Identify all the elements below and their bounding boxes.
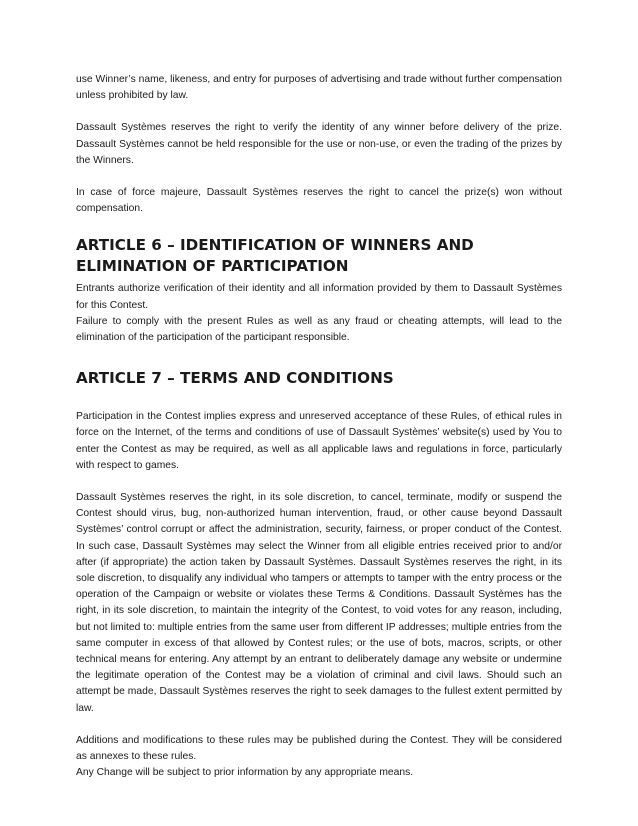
article-6-heading: ARTICLE 6 – IDENTIFICATION OF WINNERS AND ELIMINATION OF PARTICIPATION (76, 236, 474, 276)
paragraph-identity-verification: Dassault Systèmes reserves the right to verify the identity of any winner before delivery of the prize. Dassault Systèmes cannot be held responsible for the use or non-use, or even the trading of the prizes by the Winners. (76, 122, 562, 166)
article-7-paragraph-changes: Any Change will be subject to prior information by any appropriate means. (76, 767, 414, 779)
article-7-paragraph-acceptance: Participation in the Contest implies express and unreserved acceptance of these Rules, of ethical rules in force on the Internet, of the terms and conditions of use of Dassault Systèmes’ website(s) used by You to enter the Contest as may be required, as well as all applicable laws and regulations in force, particularly with respect to games. (76, 411, 562, 471)
article-7-paragraph-additions: Additions and modifications to these rules may be published during the Contest. They will be considered as annexes to these rules. (76, 734, 562, 763)
paragraph-force-majeure: In case of force majeure, Dassault Systèmes reserves the right to cancel the prize(s) won without compensation. (76, 187, 562, 215)
document-page (76, 72, 562, 782)
paragraph-winner-name-usage: use Winner’s name, likeness, and entry for purposes of advertising and trade without further compensation unless prohibited by law. (76, 74, 562, 102)
article-7-paragraph-discretion: Dassault Systèmes reserves the right, in its sole discretion, to cancel, terminate, modify or suspend the Contest should virus, bug, non-authorized human intervention, fraud, or other cause beyond Dassault Systèmes’ control corrupt or affect the administration, security, fairness, or proper conduct of the Contest. In such case, Dassault Systèmes may select the Winner from all eligible entries received prior to and/or after (if appropriate) the action taken by Dassault Systèmes. Dassault Systèmes reserves the right, in its sole discretion, to disqualify any individual who tampers or attempts to tamper with the entry process or the operation of the Campaign or website or violates these Terms & Conditions. Dassault Systèmes has the right, in its sole discretion, to maintain the integrity of the Contest, to void votes for any reason, including, but not limited to: multiple entries from the same user from different IP addresses; multiple entries from the same computer in excess of that allowed by Contest rules; or the use of bots, macros, scripts, or other technical means for entering. Any attempt by an entrant to deliberately damage any website or undermine the legitimate operation of the Contest may be a violation of criminal and civil laws. Should such an attempt be made, Dassault Systèmes reserves the right to seek damages to the fullest extent permitted by law. (76, 492, 562, 714)
article-7-heading: ARTICLE 7 – TERMS AND CONDITIONS (76, 369, 394, 388)
article-6-paragraph-verification: Entrants authorize verification of their identity and all information provided by them to Dassault Systèmes for this Contest. (76, 283, 562, 311)
article-6-paragraph-elimination: Failure to comply with the present Rules as well as any fraud or cheating attempts, will lead to the elimination of the participation of the participant responsible. (76, 315, 562, 344)
